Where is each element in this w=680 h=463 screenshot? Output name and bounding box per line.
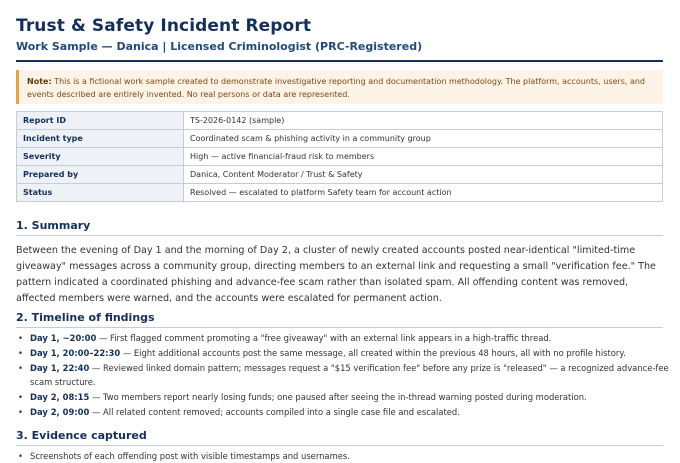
- list-item: [30, 361, 677, 389]
- table-row: [17, 112, 663, 130]
- timeline-list: [16, 331, 677, 420]
- section-heading-summary: 1. Summary: [16, 219, 663, 236]
- meta-value: TS-2026-0142 (sample): [184, 112, 663, 130]
- note-label: Note:: [27, 77, 52, 86]
- meta-key: Severity: [17, 148, 184, 166]
- timeline-text: — Reviewed linked domain pattern; messages request a "$15 verification fee" before any prize is "released" — a recognized advance-fee scam structure.: [30, 363, 669, 387]
- table-row: [17, 166, 663, 184]
- list-item: [30, 405, 677, 419]
- meta-value: Coordinated scam & phishing activity in a community group: [184, 130, 663, 148]
- timeline-text: — First flagged comment promoting a "free giveaway" with an external link appears in a high-traffic thread.: [96, 333, 552, 343]
- note-text: This is a fictional work sample created to demonstrate investigative reporting and documentation methodology. The platform, accounts, users, and events described are entirely invented. No real persons or data are represented.: [27, 77, 645, 99]
- meta-key: Incident type: [17, 130, 184, 148]
- meta-value: Danica, Content Moderator / Trust & Safety: [184, 166, 663, 184]
- timeline-time: Day 2, 08:15: [30, 392, 90, 402]
- table-row: [17, 130, 663, 148]
- list-item: [30, 346, 677, 360]
- list-item: • Screenshots of each offending post with visible timestamps and usernames.: [30, 449, 677, 463]
- timeline-time: Day 2, 09:00: [30, 407, 90, 417]
- list-item: [30, 331, 677, 345]
- header-divider: [16, 60, 663, 62]
- report-subtitle: Work Sample — Danica | Licensed Criminologist (PRC-Registered): [16, 40, 423, 53]
- list-item: [30, 390, 677, 404]
- report-title: Trust & Safety Incident Report: [16, 16, 312, 36]
- evidence-list: [16, 449, 677, 463]
- meta-key: Report ID: [17, 112, 184, 130]
- meta-key: Prepared by: [17, 166, 184, 184]
- section-heading-evidence: 3. Evidence captured: [16, 429, 663, 446]
- meta-key: Status: [17, 184, 184, 202]
- table-row: [17, 148, 663, 166]
- meta-value: Resolved — escalated to platform Safety team for account action: [184, 184, 663, 202]
- section-heading-timeline: 2. Timeline of findings: [16, 311, 663, 328]
- disclaimer-note: [16, 70, 663, 104]
- timeline-text: — Eight additional accounts post the same message, all created within the previous 48 hours, all with no profile history.: [120, 348, 626, 358]
- report-metadata-table: [16, 111, 663, 202]
- timeline-time: Day 1, 20:00–22:30: [30, 348, 121, 358]
- table-row: [17, 184, 663, 202]
- timeline-time: Day 1, ~20:00: [30, 333, 97, 343]
- summary-paragraph: Between the evening of Day 1 and the morning of Day 2, a cluster of newly created accounts posted near-identical "limited-time giveaway" messages across a community group, directing members to an external link and requesting a small "verification fee." The pattern indicated a coordinated phishing and advance-fee scam rather than isolated spam. All offending content was removed, affected members were warned, and the accounts were escalated for permanent action.: [16, 245, 656, 304]
- timeline-text: — Two members report nearly losing funds; one paused after seeing the in-thread warning posted during moderation.: [89, 392, 587, 402]
- timeline-text: — All related content removed; accounts compiled into a single case file and escalated.: [89, 407, 460, 417]
- timeline-time: Day 1, 22:40: [30, 363, 90, 373]
- meta-value: High — active financial-fraud risk to members: [184, 148, 663, 166]
